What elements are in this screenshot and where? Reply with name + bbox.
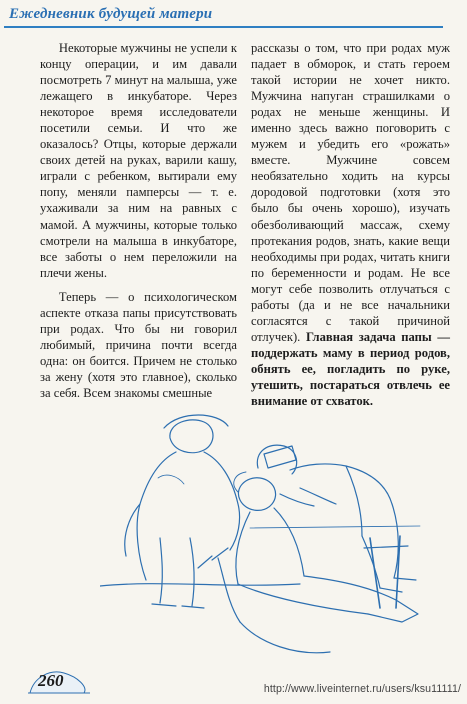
doctor-figure: [257, 445, 416, 592]
key-task-bold-text: Главная задача папы — поддержать маму в период родов, обнять ее, погладить по руке, утешить, постараться отвлечь ее внимание от схваток.: [251, 329, 450, 409]
standing-man-figure: [125, 415, 240, 608]
right-column: [251, 40, 450, 409]
left-paragraph-2: Теперь — о психологическом аспекте отказа папы присутствовать при родах. Что бы ни говорил любимый, причина почти всегда одна: он боится. Причем не столько за жену (хотя это главное), сколько за себя. Всем знакомы смешные: [40, 289, 237, 400]
left-column: [40, 40, 237, 401]
right-paragraph-1: [251, 40, 450, 409]
header-title: Ежедневник будущей матери: [9, 6, 213, 22]
reclining-woman-figure: [198, 472, 418, 653]
watermark-url: http://www.liveinternet.ru/users/ksu11111/: [263, 683, 461, 695]
right-paragraph-text: рассказы о том, что при родах муж падает в обморок, и стать героем такой истории не хочет никто. Мужчина напуган страшилками о родах не меньше женщины. И именно здесь важно поговорить с мужем и убедить его «рожать» вместе. Мужчине совсем необязательно ходить на курсы дородовой подготовки (хотя это было бы очень хорошо), изучать обезболивающий массаж, схему протекания родов, знать, какие вещи необходимы при родах, читать книги по беременности и родам. Не все могут себе позволить отлучаться с работы (да и не все начальники согласятся с такой причиной отлучек).: [251, 41, 450, 344]
header-rule: [4, 26, 443, 28]
page-number-badge: [24, 663, 94, 699]
running-header: [0, 0, 467, 30]
left-paragraph-1: Некоторые мужчины не успели к концу операции, и им давали посмотреть 7 минут на малыша, уже лежащего в инкубаторе. Через некоторое время исследователи посетили семьи. И что же оказалось? Отцы, которые держали своих детей на руках, варили кашу, играли с ребенком, вытирали ему попу, меняли памперсы — т. е. ухаживали за ним на равных с мамой. А мужчины, которые только смотрели на малыша в инкубаторе, все заботы о нем переложили на плечи жены.: [40, 41, 237, 280]
birth-scene-illustration: [100, 408, 450, 670]
page-number: 260: [38, 671, 64, 690]
